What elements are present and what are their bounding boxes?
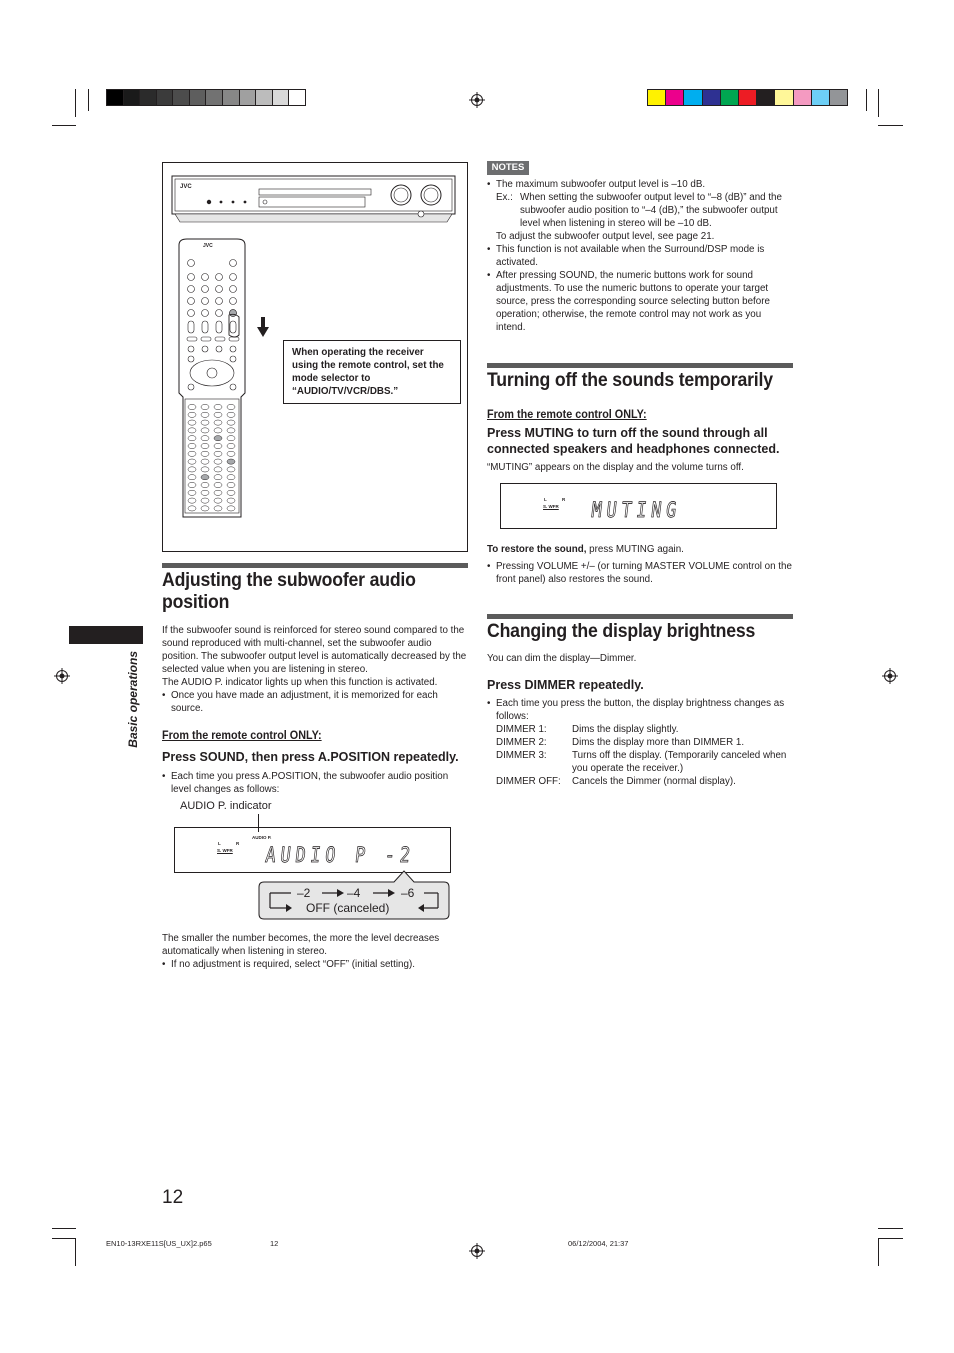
restore-sound-bold: To restore the sound,: [487, 544, 587, 555]
remote-key: [201, 459, 209, 464]
dimmer-row: DIMMER 2: Dims the display more than DIMMER 1.: [496, 737, 745, 748]
muting-step: Press MUTING to turn off the sound through all connected speakers and headphones connected.: [487, 426, 780, 456]
remote-key: [201, 490, 209, 495]
color-swatch: [273, 90, 290, 105]
audio-position-cycle: [256, 882, 452, 920]
remote-key: [214, 404, 222, 409]
color-swatch: [666, 90, 684, 105]
cycle-value: –4: [347, 886, 361, 900]
remote-key: [201, 498, 209, 503]
subwoofer-bullet: • If no adjustment is required, select “OFF” (initial setting).: [162, 958, 468, 971]
cycle-value: –6: [401, 886, 415, 900]
color-swatch: [830, 90, 847, 105]
remote-control-illustration: [177, 237, 277, 523]
remote-key: [188, 412, 196, 417]
subwoofer-section-title: Adjusting the subwoofer audio position: [162, 570, 416, 613]
svg-text:JVC: JVC: [203, 243, 213, 249]
remote-key: [227, 451, 235, 456]
muting-section-title: Turning off the sounds temporarily: [487, 370, 773, 391]
remote-key: [214, 451, 222, 456]
registration-mark-icon: [469, 1243, 485, 1259]
remote-key: [201, 428, 209, 433]
color-swatch: [775, 90, 793, 105]
muting-description: “MUTING” appears on the display and the volume turns off.: [487, 462, 744, 473]
color-calibration-bar-grayscale: [106, 89, 306, 106]
cycle-value: –2: [297, 886, 311, 900]
remote-key: [201, 451, 209, 456]
lcd-r-indicator: R: [562, 497, 566, 502]
registration-mark-icon: [469, 92, 485, 108]
subwoofer-paragraph: The AUDIO P. indicator lights up when this function is activated.: [162, 677, 438, 688]
note-example-label: Ex.:: [496, 192, 513, 203]
color-swatch: [703, 90, 721, 105]
footer-date: 06/12/2004, 21:37: [568, 1239, 629, 1248]
color-swatch: [739, 90, 757, 105]
dimmer-row: DIMMER 1: Dims the display slightly.: [496, 724, 679, 735]
remote-key: [188, 498, 196, 503]
remote-key: [214, 436, 222, 441]
remote-key: [201, 467, 209, 472]
remote-key: [214, 412, 222, 417]
color-swatch: [173, 90, 190, 105]
cycle-off-value: OFF (canceled): [306, 901, 390, 915]
notes-label: NOTES: [487, 161, 529, 175]
notes-list: [487, 178, 793, 334]
note-item: • This function is not available when the Surround/DSP mode is activated.: [487, 243, 793, 269]
remote-key: [227, 506, 235, 511]
color-swatch: [223, 90, 240, 105]
page-number: 12: [162, 1187, 184, 1208]
remote-key: [227, 498, 235, 503]
remote-key: [214, 506, 222, 511]
color-swatch: [157, 90, 174, 105]
color-swatch: [124, 90, 141, 105]
remote-control-figure: [162, 162, 468, 552]
color-swatch: [794, 90, 812, 105]
remote-key: [214, 428, 222, 433]
remote-key: [188, 451, 196, 456]
color-swatch: [206, 90, 223, 105]
color-swatch: [240, 90, 257, 105]
restore-sound-line: [487, 543, 793, 556]
remote-key: [214, 490, 222, 495]
callout-text: When operating the receiver using the remote control, set the mode selector to “AUDIO/TV/VCR/DBS.”: [292, 347, 444, 397]
remote-key: [188, 420, 196, 425]
color-swatch: [684, 90, 702, 105]
receiver-front-panel-illustration: [171, 175, 457, 225]
subwoofer-footer-text: [162, 932, 468, 971]
remote-key: [188, 428, 196, 433]
remote-key: [188, 475, 196, 480]
remote-key: [201, 506, 209, 511]
remote-key: [214, 443, 222, 448]
remote-key: [201, 443, 209, 448]
note-item: • The maximum subwoofer output level is –10 dB.: [487, 178, 793, 191]
lcd-swfr-indicator: S. WFR: [217, 848, 233, 853]
side-tab-label: Basic operations: [126, 651, 140, 748]
subwoofer-body: [162, 624, 468, 715]
remote-key: [214, 482, 222, 487]
muting-from-remote-label: From the remote control ONLY:: [487, 407, 647, 421]
lcd-l-indicator: L: [218, 841, 221, 846]
color-swatch: [140, 90, 157, 105]
remote-key: [214, 475, 222, 480]
subwoofer-step-bullet: [162, 770, 468, 796]
registration-mark-icon: [54, 668, 70, 684]
remote-key: [188, 506, 196, 511]
remote-key: [201, 436, 209, 441]
remote-key: [188, 459, 196, 464]
color-swatch: [107, 90, 124, 105]
color-swatch: [256, 90, 273, 105]
footer-file: EN10-13RXE11S[US_UX]2.p65: [106, 1239, 212, 1248]
remote-key: [214, 459, 222, 464]
remote-key: [214, 420, 222, 425]
color-calibration-bar-color: [647, 89, 848, 106]
note-item-tail: To adjust the subwoofer output level, see page 21.: [496, 231, 715, 242]
mode-selector-callout: [283, 340, 461, 404]
remote-key: [201, 412, 209, 417]
subwoofer-bullet: • Each time you press A.POSITION, the subwoofer audio position level changes as follows:: [162, 770, 468, 796]
dimmer-step: Press DIMMER repeatedly.: [487, 678, 644, 692]
lcd-r-indicator: R: [236, 841, 240, 846]
remote-key: [201, 475, 209, 480]
subwoofer-paragraph: If the subwoofer sound is reinforced for stereo sound compared to the sound reproduced with multi-channel, set the subwoofer audio position. The subwoofer output level is automatically decreased by the selected value when you are listening in stereo.: [162, 625, 467, 675]
svg-text:JVC: JVC: [180, 184, 192, 190]
color-swatch: [721, 90, 739, 105]
remote-key: [227, 490, 235, 495]
audio-position-lcd-text: AUDIO P -2: [264, 843, 417, 867]
muting-bullet: • Pressing VOLUME +/– (or turning MASTER VOLUME control on the front panel) also restores the sound.: [487, 560, 793, 586]
cycle-arrows-icon: [256, 882, 452, 920]
footer-page: 12: [270, 1239, 279, 1248]
lcd-audio-p-indicator: AUDIO P.: [252, 835, 272, 840]
remote-key: [201, 482, 209, 487]
subwoofer-bullet: • Once you have made an adjustment, it is memorized for each source.: [162, 689, 468, 715]
note-example-text: When setting the subwoofer output level to “–8 (dB)” and the subwoofer audio position to “–4 (dB),” the subwoofer output level when listening in stereo will be –10 dB.: [520, 192, 782, 229]
remote-key: [188, 443, 196, 448]
remote-key: [188, 436, 196, 441]
remote-key: [227, 443, 235, 448]
note-example: [487, 191, 793, 230]
restore-sound-bullet: [487, 560, 793, 586]
subwoofer-from-remote-label: From the remote control ONLY:: [162, 728, 322, 742]
dimmer-row: DIMMER OFF: Cancels the Dimmer (normal display).: [496, 776, 736, 787]
section-rule: [162, 563, 468, 568]
audio-position-display-panel: [174, 827, 451, 873]
remote-key: [227, 428, 235, 433]
remote-key: [227, 459, 235, 464]
dimmer-section-title: Changing the display brightness: [487, 621, 756, 642]
remote-key: [227, 412, 235, 417]
remote-key: [227, 482, 235, 487]
color-swatch: [648, 90, 666, 105]
audio-p-indicator-label: AUDIO P. indicator: [180, 800, 272, 812]
remote-key: [214, 467, 222, 472]
remote-key: [227, 420, 235, 425]
dimmer-intro: You can dim the display—Dimmer.: [487, 653, 637, 664]
subwoofer-step: Press SOUND, then press A.POSITION repeatedly.: [162, 750, 459, 764]
remote-key: [188, 404, 196, 409]
color-swatch: [190, 90, 207, 105]
color-swatch: [757, 90, 775, 105]
muting-lcd-text: MUTING: [590, 498, 683, 522]
section-rule: [487, 614, 793, 619]
remote-key: [227, 436, 235, 441]
lcd-swfr-indicator: S. WFR: [543, 504, 559, 509]
lcd-l-indicator: L: [544, 497, 547, 502]
remote-key: [188, 490, 196, 495]
color-swatch: [289, 90, 305, 105]
remote-key: [188, 467, 196, 472]
remote-key: [201, 404, 209, 409]
remote-key: [214, 498, 222, 503]
remote-key: [227, 475, 235, 480]
dimmer-row: DIMMER 3: Turns off the display. (Temporarily canceled when you operate the receiver.): [496, 750, 787, 774]
subwoofer-paragraph: The smaller the number becomes, the more the level decreases automatically when listening in stereo.: [162, 933, 440, 957]
remote-key: [227, 404, 235, 409]
muting-display-panel: [500, 483, 777, 529]
section-side-tab: [69, 626, 143, 644]
note-item: • After pressing SOUND, the numeric buttons work for sound adjustments. To use the numeric buttons to operate your target source, press the corresponding source selecting button before operation; otherwise, the remote control may not work as you intend.: [487, 269, 793, 334]
color-swatch: [812, 90, 830, 105]
restore-sound-text: press MUTING again.: [586, 544, 684, 555]
registration-mark-icon: [882, 668, 898, 684]
remote-key: [201, 420, 209, 425]
section-rule: [487, 363, 793, 368]
remote-key: [227, 467, 235, 472]
dimmer-bullet: • Each time you press the button, the display brightness changes as follows:: [487, 697, 793, 723]
dimmer-list: [487, 697, 793, 788]
remote-key: [188, 482, 196, 487]
